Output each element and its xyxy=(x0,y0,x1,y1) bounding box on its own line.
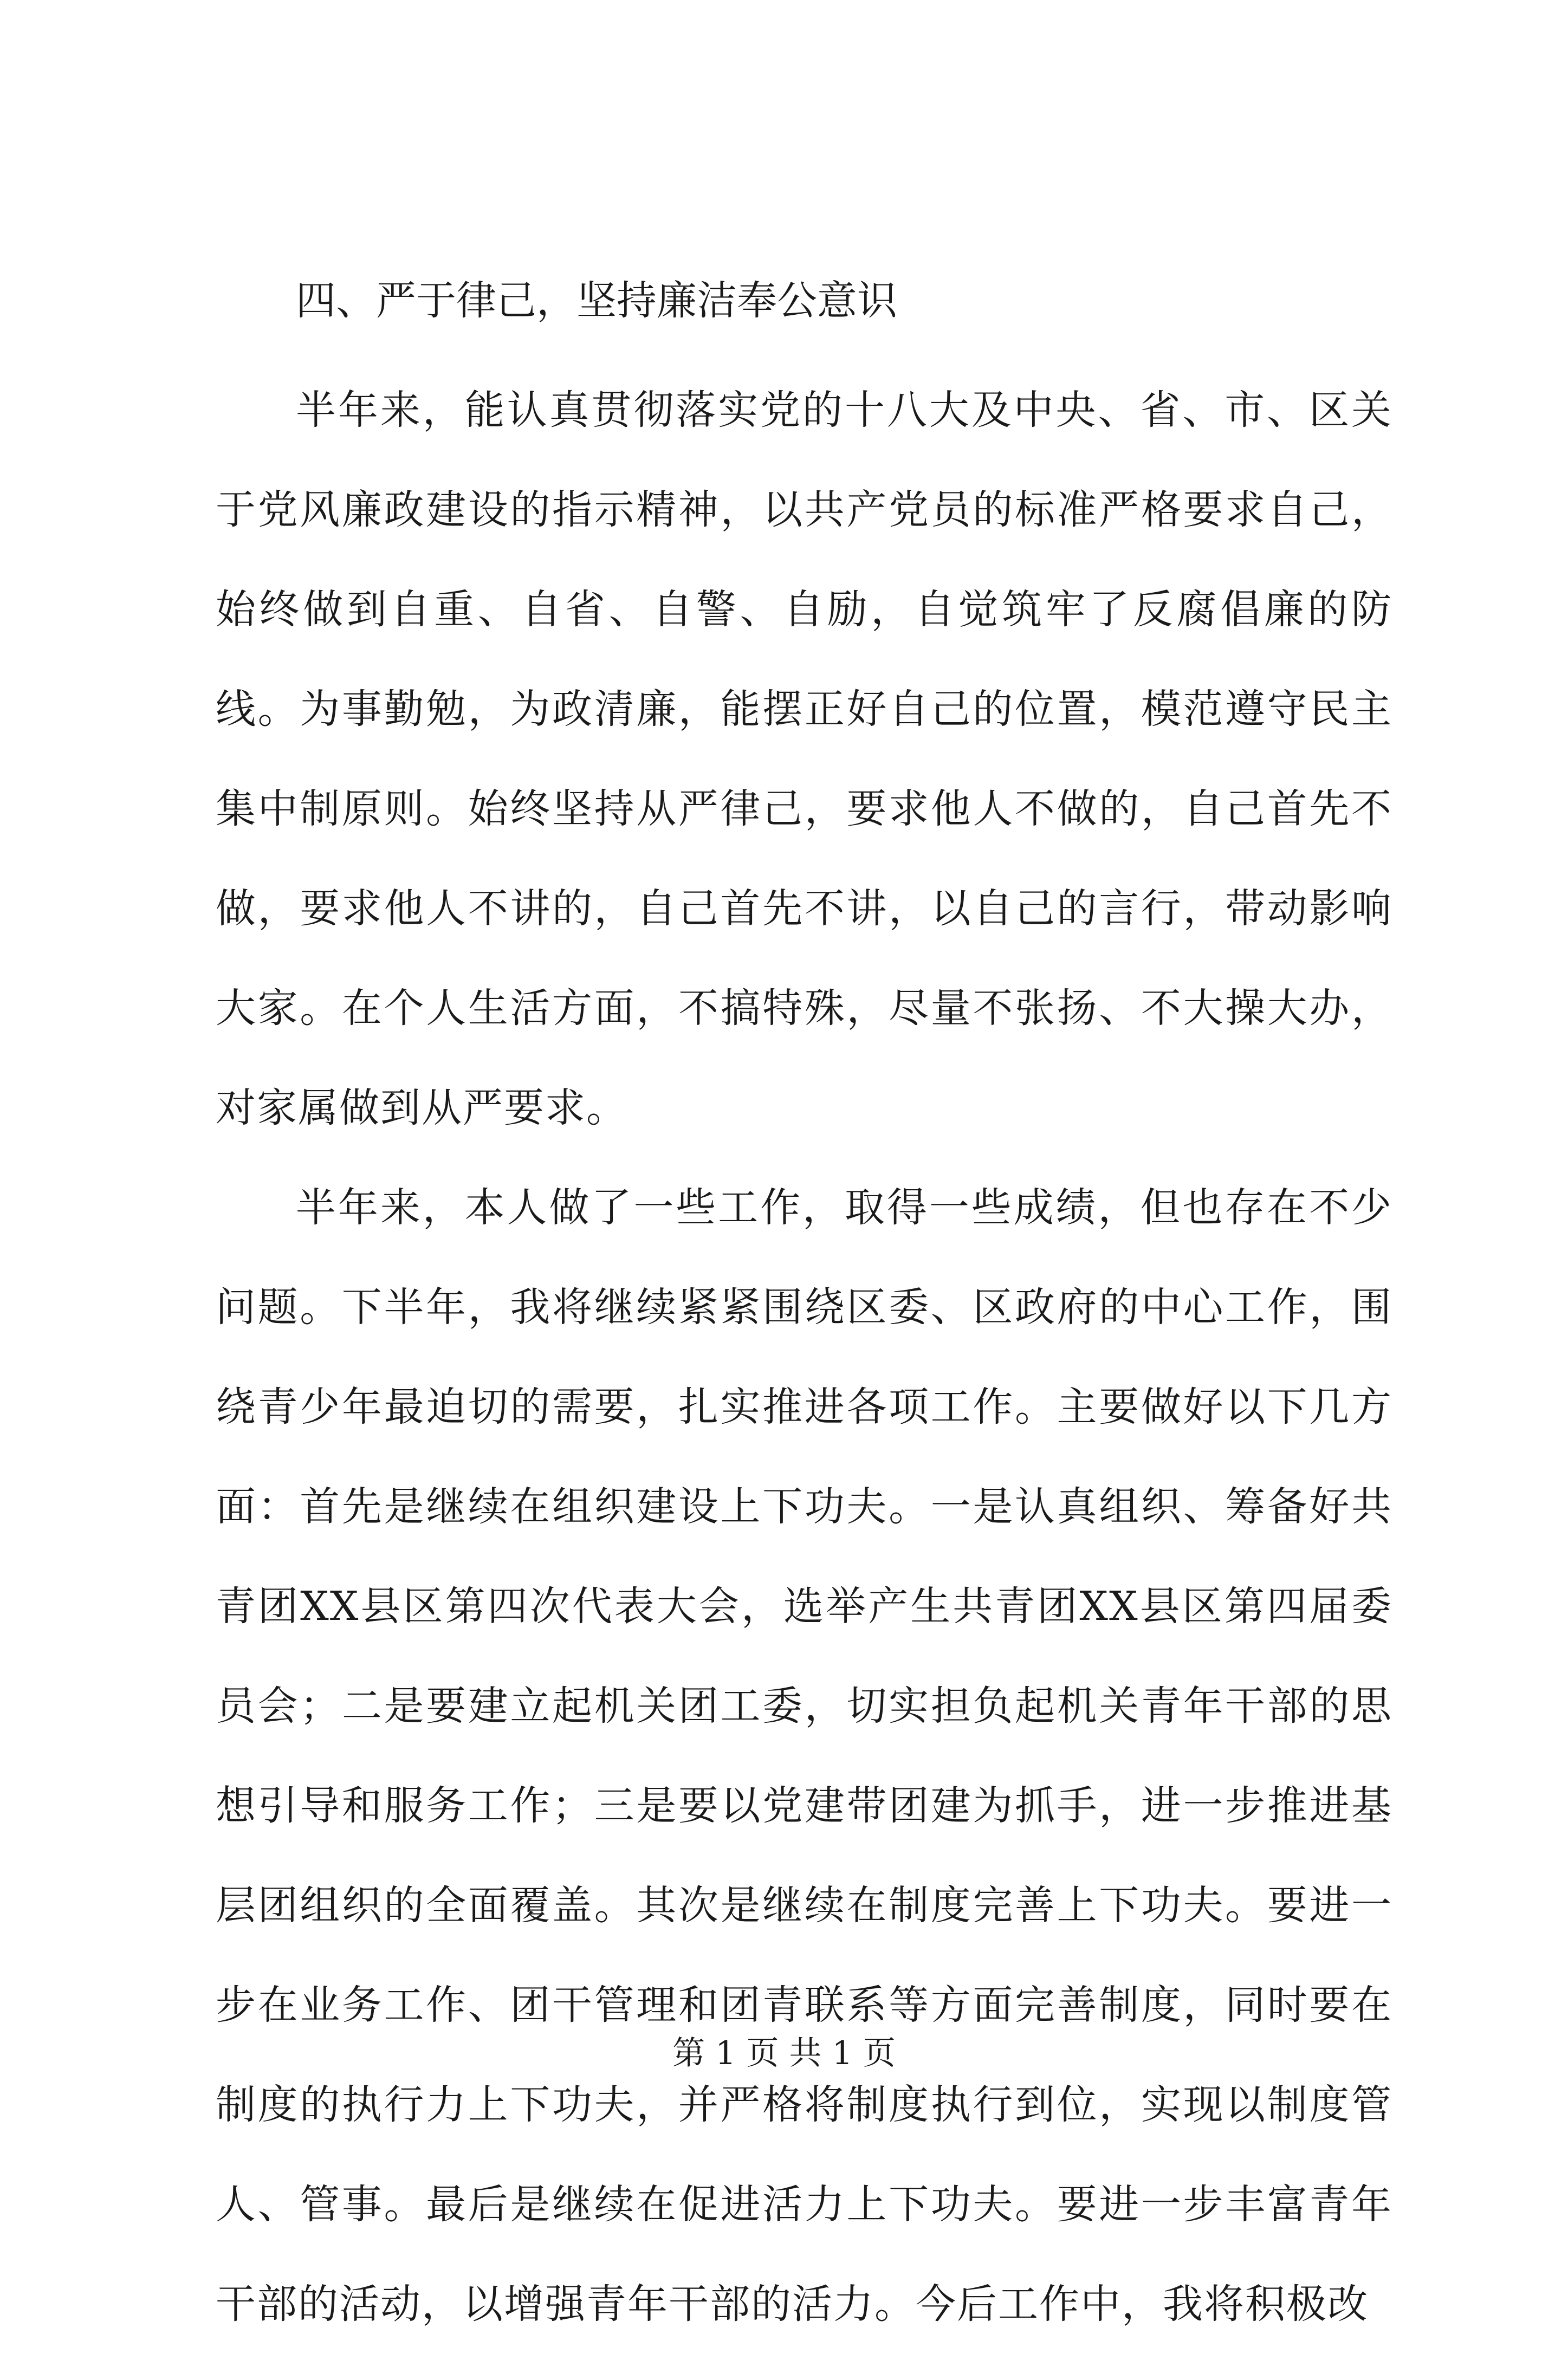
paragraph-integrity: 半年来，能认真贯彻落实党的十八大及中央、省、市、区关于党风廉政建设的指示精神，以共产党员的标准严格要求自己，始终做到自重、自省、自警、自励，自觉筑牢了反腐倡廉的防线。为事勤勉，为政清廉，能摆正好自己的位置，模范遵守民主集中制原则。始终坚持从严律己，要求他人不做的，自己首先不做，要求他人不讲的，自己首先不讲，以自己的言行，带动影响大家。在个人生活方面，不搞特殊，尽量不张扬、不大操大办，对家属做到从严要求。 xyxy=(216,387,1392,1131)
section-heading: 四、严于律己，坚持廉洁奉公意识 xyxy=(296,277,897,324)
page-number-footer: 第 1 页 共 1 页 xyxy=(672,2034,896,2072)
paragraph-plans: 半年来，本人做了一些工作，取得一些成绩，但也存在不少问题。下半年，我将继续紧紧围绕区委、区政府的中心工作，围绕青少年最迫切的需要，扎实推进各项工作。主要做好以下几方面：首先是继续在组织建设上下功夫。一是认真组织、筹备好共青团XX县区第四次代表大会，选举产生共青团XX县区第四届委员会；二是要建立起机关团工委，切实担负起机关青年干部的思想引导和服务工作；三是要以党建带团建为抓手，进一步推进基层团组织的全面覆盖。其次是继续在制度完善上下功夫。要进一步在业务工作、团干管理和团青联系等方面完善制度，同时要在制度的执行力上下功夫，并严格将制度执行到位，实现以制度管人、管事。最后是继续在促进活力上下功夫。要进一步丰富青年干部的活动，以增强青年干部的活力。今后工作中，我将积极改 xyxy=(216,1184,1392,2327)
